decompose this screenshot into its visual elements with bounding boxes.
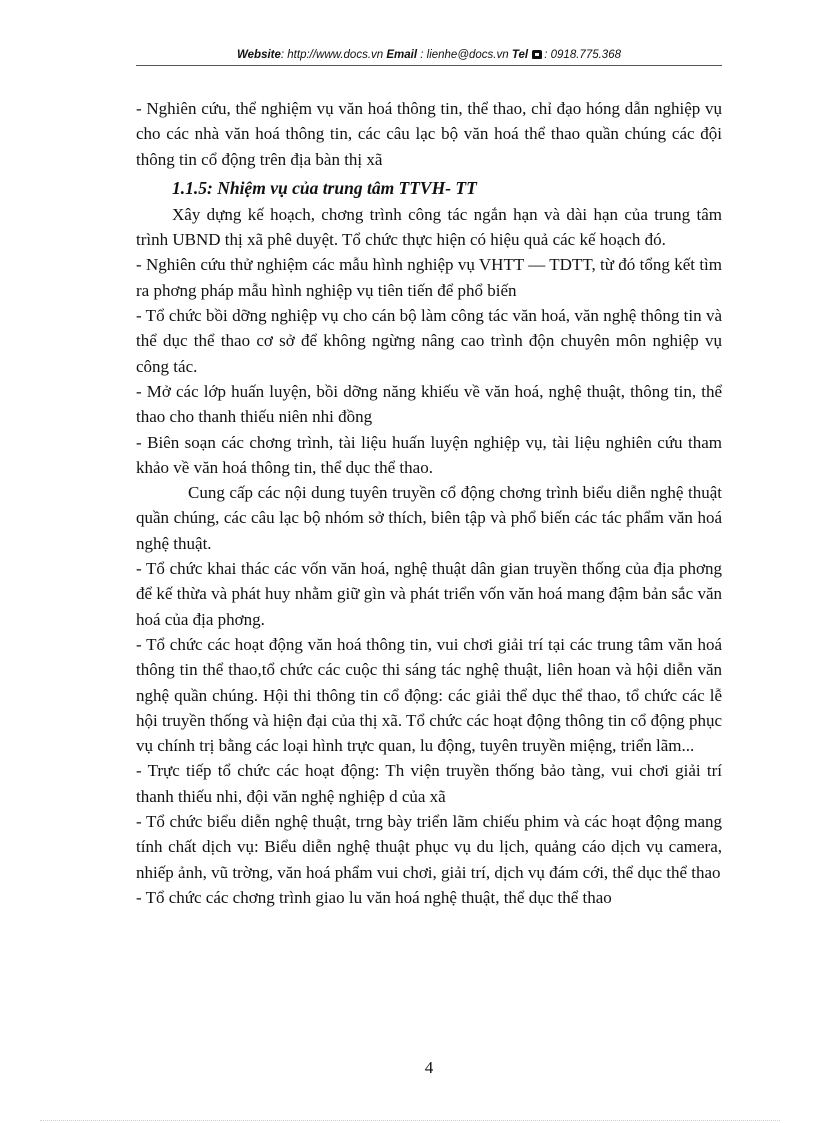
email-label: Email xyxy=(386,49,418,61)
website-label: Website xyxy=(237,49,281,61)
website-value: : http://www.docs.vn xyxy=(280,49,384,61)
paragraph-plan: Xây dựng kế hoạch, chơng trình công tác ngắn hạn và dài hạn của trung tâm trình UBND thị xã phê duyệt. Tổ chức thực hiện có hiệu quả các kế hoạch đó. xyxy=(136,204,722,250)
paragraph-training: - Tổ chức bồi dỡng nghiệp vụ cho cán bộ làm công tác văn hoá, văn nghệ thông tin và thể dục thể thao cơ sở để không ngừng nâng cao trình độn chuyên môn nghiệp vụ công tác. xyxy=(136,306,722,376)
tel-label: Tel xyxy=(511,49,529,61)
paragraph-exchange: - Tổ chức các chơng trình giao lu văn hoá nghệ thuật, thể dục thể thao xyxy=(136,887,612,907)
document-body xyxy=(136,96,722,910)
page-bottom-rule xyxy=(40,1120,780,1121)
section-heading: 1.1.5: Nhiệm vụ của trung tâm TTVH- TT xyxy=(172,177,477,198)
header-rule xyxy=(136,65,722,66)
tel-value: : 0918.775.368 xyxy=(544,49,621,61)
email-value: : lienhe@docs.vn xyxy=(420,49,509,61)
paragraph-services: - Tổ chức biểu diễn nghệ thuật, trng bày triển lãm chiếu phim và các hoạt động mang tính chất dịch vụ: Biểu diễn nghệ thuật phục vụ du lịch, quảng cáo dịch vụ camera, nhiếp ảnh, vũ trờng, văn hoá phẩm vui chơi, giải trí, dịch vụ đám cới, thể dục thể thao xyxy=(136,812,722,882)
phone-icon xyxy=(532,50,542,59)
paragraph-materials: - Biên soạn các chơng trình, tài liệu huấn luyện nghiệp vụ, tài liệu nghiên cứu tham khảo về văn hoá thông tin, thể dục thể thao. xyxy=(136,432,722,477)
paragraph-direct-organization: - Trực tiếp tổ chức các hoạt động: Th viện truyền thống bảo tàng, vui chơi giải trí thanh thiếu nhi, đội văn nghệ nghiệp d của xã xyxy=(136,761,722,806)
paragraph-folk-culture: - Tổ chức khai thác các vốn văn hoá, nghệ thuật dân gian truyền thống của địa phơng để kế thừa và phát huy nhằm giữ gìn và phát triển vốn văn hoá mang đậm bản sắc văn hoá của địa phơng. xyxy=(136,559,722,629)
page-number: 4 xyxy=(424,1058,434,1077)
paragraph-activities: - Tổ chức các hoạt động văn hoá thông tin, vui chơi giải trí tại các trung tâm văn hoá thông tin thể thao,tổ chức các cuộc thi sáng tác nghệ thuật, liên hoan và hội diễn văn nghệ quần chúng. Hội thi thông tin cổ động: các giải thể dục thể thao, tổ chức các lễ hội truyền thống và hiện đại của thị xã. Tổ chức các hoạt động thông tin cổ động phục vụ chính trị bằng các loại hình trực quan, lu động, tuyên truyền miệng, triển lãm... xyxy=(136,634,722,756)
paragraph-propaganda: Cung cấp các nội dung tuyên truyền cổ động chơng trình biểu diễn nghệ thuật quần chúng, các câu lạc bộ nhóm sở thích, biên tập và phổ biến các tác phẩm văn hoá nghệ thuật. xyxy=(136,483,722,553)
paragraph-research: - Nghiên cứu thử nghiệm các mẫu hình nghiệp vụ VHTT — TDTT, từ đó tổng kết tìm ra phơng pháp mẫu hình nghiệp vụ tiên tiến để phổ biến xyxy=(136,255,722,300)
page-header xyxy=(136,48,722,62)
paragraph-classes: - Mở các lớp huấn luyện, bồi dỡng năng khiếu về văn hoá, nghệ thuật, thông tin, thể thao cho thanh thiếu niên nhi đồng xyxy=(136,381,722,427)
intro-paragraph: - Nghiên cứu, thể nghiệm vụ văn hoá thông tin, thể thao, chỉ đạo hóng dẫn nghiệp vụ cho các nhà văn hoá thông tin, các câu lạc bộ văn hoá thể thao quần chúng các đội thông tin cổ động trên địa bàn thị xã xyxy=(136,99,722,169)
